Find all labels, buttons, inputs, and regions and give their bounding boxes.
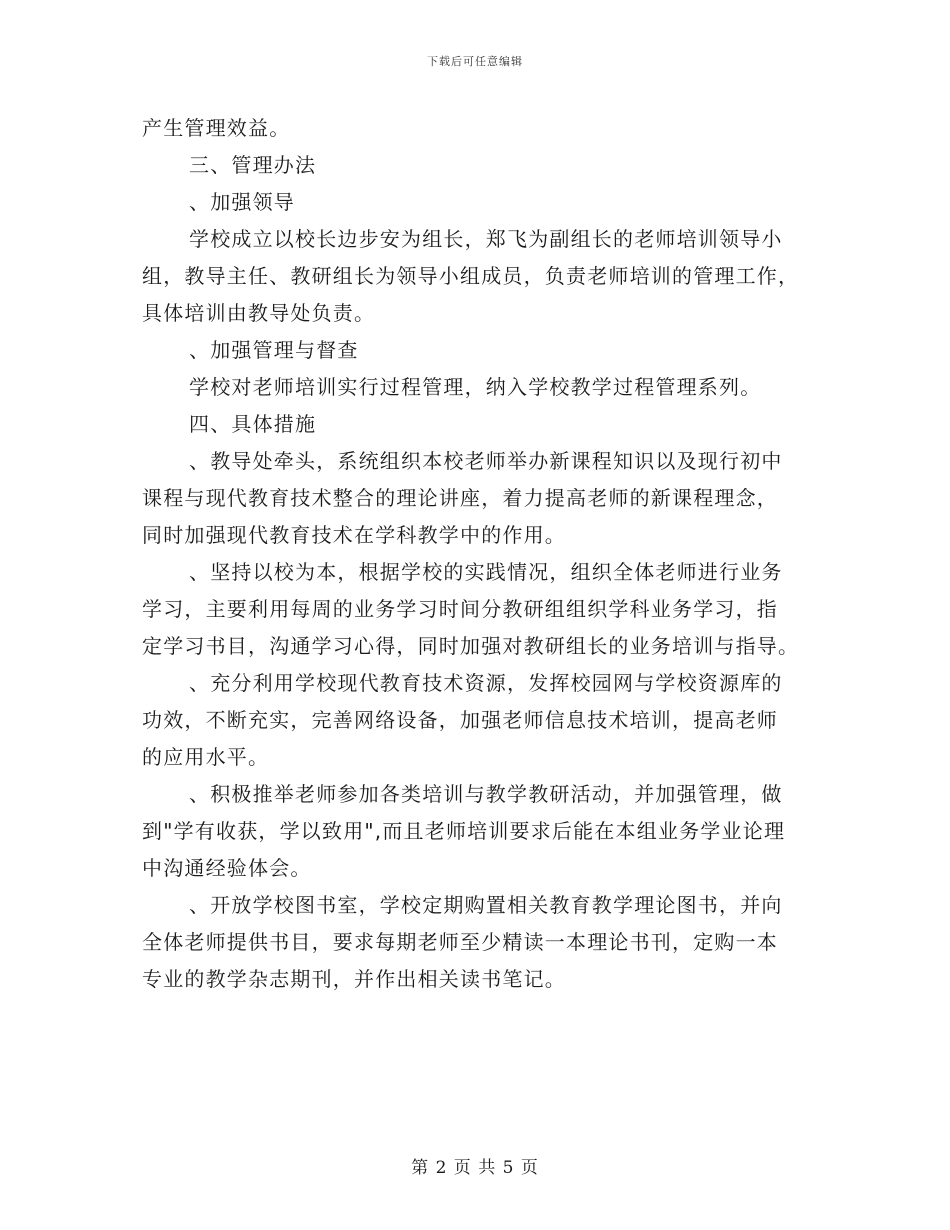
text-line: 、坚持以校为本，根据学校的实践情况，组织全体老师进行业务 bbox=[189, 560, 783, 584]
text-line: 、充分利用学校现代教育技术资源，发挥校园网与学校资源库的 bbox=[189, 671, 783, 695]
text-line: 到"学有收获，学以致用",而且老师培训要求后能在本组业务学业论理 bbox=[142, 819, 786, 843]
text-line: 、开放学校图书室，学校定期购置相关教育教学理论图书，并向 bbox=[189, 893, 783, 917]
text-line: 、加强管理与督查 bbox=[189, 338, 359, 362]
text-line: 中沟通经验体会。 bbox=[142, 856, 312, 880]
text-line: 定学习书目，沟通学习心得，同时加强对教研组长的业务培训与指导。 bbox=[142, 634, 800, 658]
text-line: 学校对老师培训实行过程管理，纳入学校教学过程管理系列。 bbox=[189, 375, 762, 399]
text-line: 全体老师提供书目，要求每期老师至少精读一本理论书刊，定购一本 bbox=[142, 930, 778, 954]
page-header-note: 下载后可任意编辑 bbox=[427, 55, 523, 68]
text-line: 具体培训由教导处负责。 bbox=[142, 301, 376, 325]
text-line: 组，教导主任、教研组长为领导小组成员，负责老师培训的管理工作， bbox=[142, 264, 800, 288]
text-line: 四、具体措施 bbox=[189, 412, 317, 436]
text-line: 学习，主要利用每周的业务学习时间分教研组组织学科业务学习，指 bbox=[142, 597, 778, 621]
text-line: 同时加强现代教育技术在学科教学中的作用。 bbox=[142, 523, 566, 547]
text-line: 、加强领导 bbox=[189, 190, 295, 214]
text-line: 产生管理效益。 bbox=[142, 116, 291, 140]
text-line: 三、管理办法 bbox=[189, 153, 317, 177]
text-line: 功效，不断充实，完善网络设备，加强老师信息技术培训，提高老师 bbox=[142, 708, 778, 732]
text-line: 、积极推举老师参加各类培训与教学教研活动，并加强管理，做 bbox=[189, 782, 783, 806]
text-line: 、教导处牵头，系统组织本校老师举办新课程知识以及现行初中 bbox=[189, 449, 783, 473]
text-line: 的应用水平。 bbox=[142, 745, 270, 769]
document-body bbox=[142, 110, 812, 998]
text-line: 课程与现代教育技术整合的理论讲座，着力提高老师的新课程理念， bbox=[142, 486, 778, 510]
page-number-footer: 第 2 页 共 5 页 bbox=[411, 1158, 539, 1178]
text-line: 学校成立以校长边步安为组长，郑飞为副组长的老师培训领导小 bbox=[189, 227, 783, 251]
text-line: 专业的教学杂志期刊，并作出相关读书笔记。 bbox=[142, 967, 566, 991]
